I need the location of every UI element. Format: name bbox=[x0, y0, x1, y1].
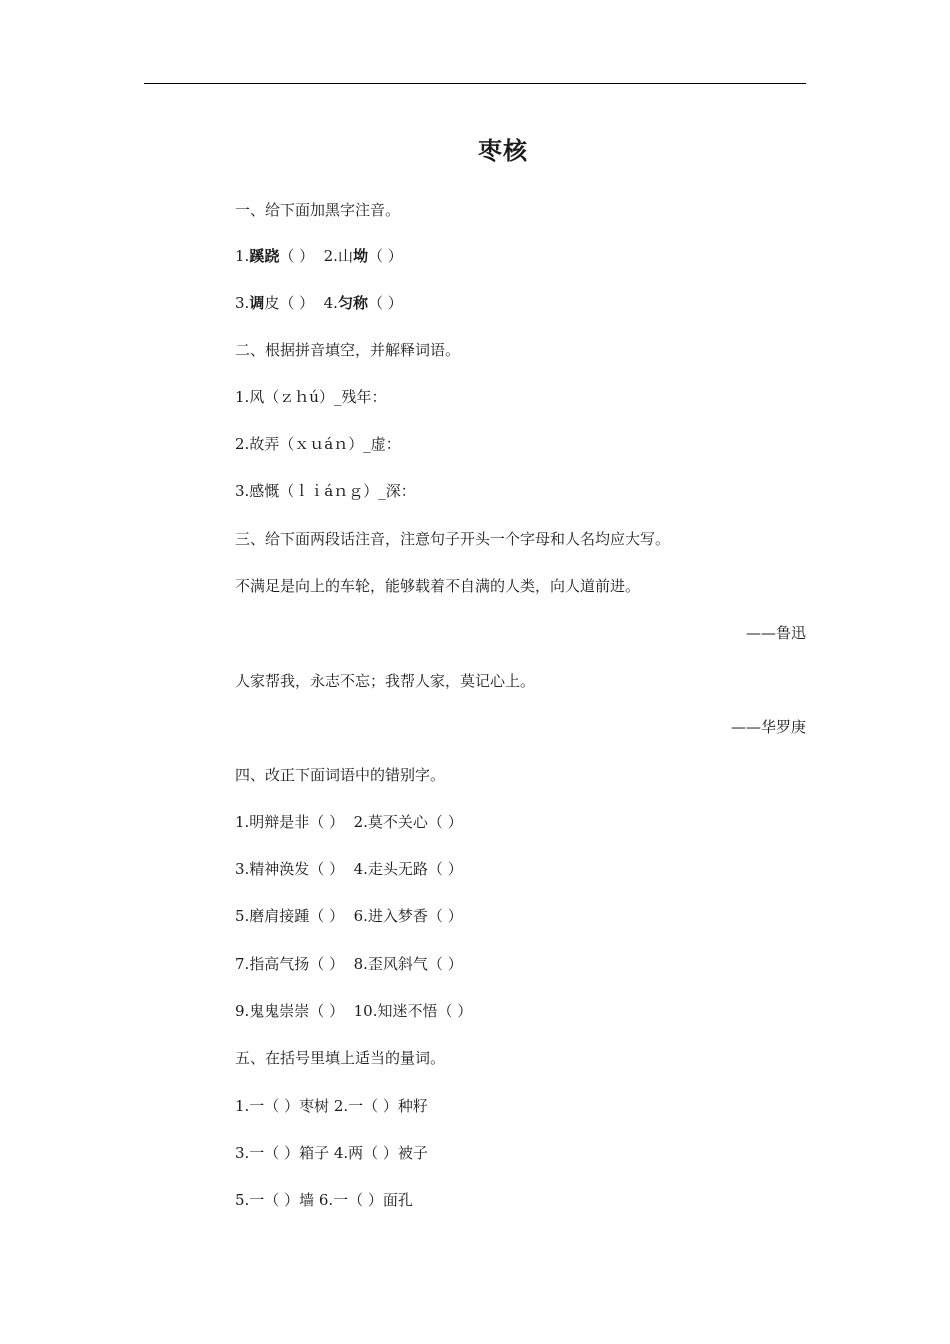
section-4-item: 1.明辩是非（ ） 2.莫不关心（ ） bbox=[235, 813, 463, 831]
item-number: 3. bbox=[235, 294, 250, 312]
section-4-item: 9.鬼鬼崇崇（ ） 10.知迷不悟（ ） bbox=[235, 1002, 473, 1020]
section-4-heading: 四、改正下面词语中的错别字。 bbox=[235, 766, 446, 784]
section-2-item: 1.风（ｚｈú）_残年： bbox=[235, 388, 387, 406]
bold-word: 调 bbox=[249, 294, 265, 312]
item-text: 皮（ ） 4. bbox=[264, 294, 338, 312]
header-rule bbox=[144, 83, 806, 84]
quote-1: 不满足是向上的车轮，能够载着不自满的人类，向人道前进。 bbox=[235, 577, 641, 595]
bold-word: 匀称 bbox=[337, 294, 368, 312]
section-4-item: 3.精神涣发（ ） 4.走头无路（ ） bbox=[235, 860, 463, 878]
section-1-heading: 一、给下面加黑字注音。 bbox=[235, 201, 401, 219]
section-2-item: 3.感慨（ｌｉáｎｇ）_深： bbox=[235, 482, 416, 500]
section-5-item: 1.一（ ）枣树 2.一（ ）种籽 bbox=[235, 1097, 428, 1115]
item-text: （ ） 2.山 bbox=[279, 247, 353, 265]
item-text: （ ） bbox=[367, 294, 403, 312]
quote-1-author: ——鲁迅 bbox=[745, 624, 806, 642]
section-5-item: 3.一（ ）箱子 4.两（ ）被子 bbox=[235, 1144, 428, 1162]
section-5-item: 5.一（ ）墙 6.一（ ）面孔 bbox=[235, 1191, 413, 1209]
section-2-heading: 二、根据拼音填空，并解释词语。 bbox=[235, 341, 461, 359]
section-4-item: 7.指高气扬（ ） 8.歪风斜气（ ） bbox=[235, 955, 463, 973]
bold-word: 坳 bbox=[352, 247, 368, 265]
quote-2-author: ——华罗庚 bbox=[730, 718, 806, 736]
item-text: （ ） bbox=[367, 247, 403, 265]
bold-word: 蹊跷 bbox=[249, 247, 280, 265]
section-2-item: 2.故弄（ｘｕáｎ）_虚： bbox=[235, 435, 401, 453]
section-1-line-1 bbox=[235, 246, 403, 266]
section-3-heading: 三、给下面两段话注音，注意句子开头一个字母和人名均应大写。 bbox=[235, 530, 671, 548]
section-5-heading: 五、在括号里填上适当的量词。 bbox=[235, 1049, 446, 1067]
quote-2: 人家帮我，永志不忘；我帮人家，莫记心上。 bbox=[235, 672, 536, 690]
section-1-line-2 bbox=[235, 293, 403, 313]
section-4-item: 5.磨肩接踵（ ） 6.进入梦香（ ） bbox=[235, 907, 463, 925]
item-number: 1. bbox=[235, 247, 250, 265]
page-title: 枣核 bbox=[478, 137, 528, 165]
